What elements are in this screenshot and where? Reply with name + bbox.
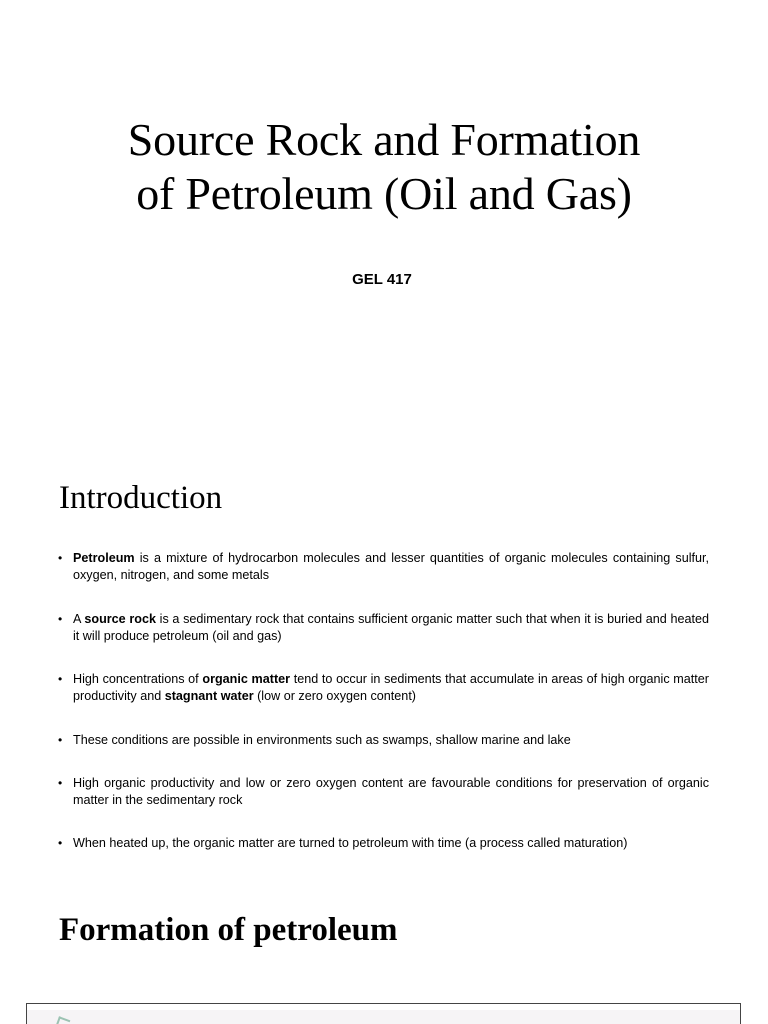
slide-title-line-1: Source Rock and Formation — [127, 114, 641, 165]
bullet-dot: • — [58, 836, 63, 850]
bullet-item — [58, 775, 709, 808]
course-code: GEL 417 — [352, 271, 412, 288]
bullet-text: When heated up, the organic matter are turned to petroleum with time (a process called maturation) — [73, 836, 628, 850]
bullet-text-part: tend to occur in sediments that accumulate in areas of high organic matter productivity and — [73, 672, 709, 703]
bullet-dot: • — [58, 733, 63, 747]
bold-term: organic matter — [202, 672, 291, 686]
bullet-text: High organic productivity and low or zero oxygen content are favourable conditions for preservation of organic matter in the sedimentary rock — [73, 776, 709, 807]
bullet-text-part: is a mixture of hydrocarbon molecules and lesser quantities of organic molecules containing sulfur, oxygen, nitrogen, and some metals — [73, 551, 709, 582]
bullet-dot: • — [58, 776, 63, 790]
bullet-item — [58, 611, 709, 644]
bold-term: Petroleum — [73, 551, 135, 565]
bullet-text-part: A — [73, 612, 85, 626]
bullet-text — [73, 611, 709, 644]
bullet-text — [73, 550, 709, 583]
slide-title-line-2: of Petroleum (Oil and Gas) — [136, 168, 632, 219]
bold-term: source rock — [84, 612, 156, 626]
bullet-item — [58, 732, 709, 749]
introduction-heading: Introduction — [59, 480, 223, 516]
formation-heading: Formation of petroleum — [59, 912, 398, 948]
bullet-text-part: (low or zero oxygen content) — [253, 688, 417, 703]
bullet-dot: • — [58, 672, 63, 686]
bullet-text-part: High concentrations of — [73, 672, 203, 686]
bullet-text — [73, 671, 709, 704]
slide-image-strip — [27, 1010, 740, 1024]
bold-term: stagnant water — [164, 688, 254, 703]
bullet-item — [58, 550, 709, 583]
slide-title — [0, 113, 768, 221]
bullet-text: These conditions are possible in environments such as swamps, shallow marine and lake — [73, 733, 571, 747]
bullet-dot: • — [58, 551, 63, 565]
bullet-item — [58, 671, 709, 704]
bullet-dot: • — [58, 612, 63, 626]
bullet-text-part: is a sedimentary rock that contains sufficient organic matter such that when it is buried and heated it will produce petroleum (oil and gas) — [73, 612, 709, 643]
next-slide-preview — [26, 1003, 741, 1024]
bullet-item — [58, 835, 709, 852]
